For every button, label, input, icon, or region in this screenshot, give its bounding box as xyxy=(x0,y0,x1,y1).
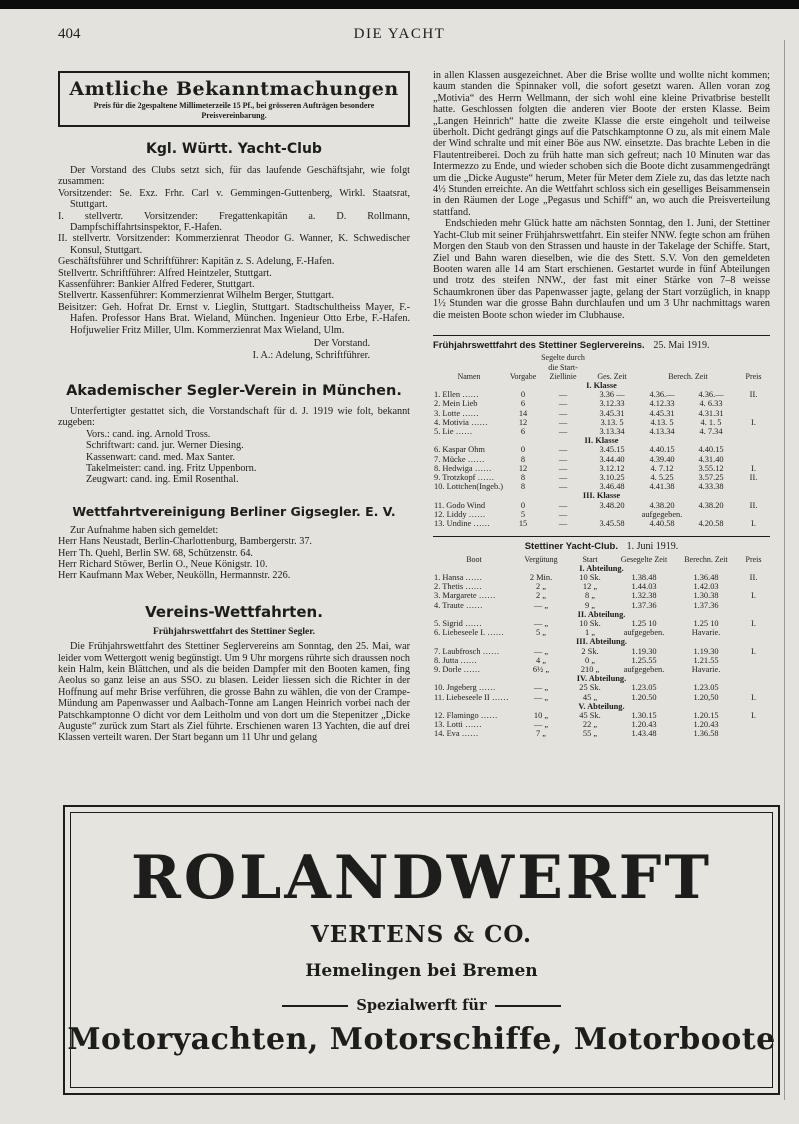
gig-intro: Zur Aufnahme haben sich gemeldet: xyxy=(70,524,219,536)
kwyc-member: Geschäftsführer und Schriftführer: Kapitän z. S. Adelung, F.-Hafen. xyxy=(58,256,335,268)
table-cell: 10 Sk. xyxy=(579,619,601,629)
kwyc-member: Kassenführer: Bankier Alfred Federer, Stuttgart. xyxy=(58,279,255,291)
table-cell xyxy=(737,720,770,729)
table-rule xyxy=(433,335,770,336)
table-row xyxy=(433,665,770,674)
table-cell: 9. Dorle …… xyxy=(434,665,481,675)
table-cell: 8. Jutta …… xyxy=(434,655,478,665)
table-cell: 1.25 10 xyxy=(631,619,657,629)
table-cell: 4 „ xyxy=(536,655,546,665)
table-group-row xyxy=(433,637,770,646)
table-cell: 4.36.— xyxy=(698,390,724,400)
table-cell: I. xyxy=(751,646,756,656)
table-cell: II. xyxy=(749,472,758,482)
table-cell: 1.25 10 xyxy=(693,619,719,629)
table-cell: 10 „ xyxy=(533,711,549,721)
table-cell: 9 „ xyxy=(585,600,595,610)
table-cell: 1.32.38 xyxy=(631,591,657,601)
kwyc-intro: Der Vorstand des Clubs setzt sich, für das laufende Geschäftsjahr, wie folgt zusammen: xyxy=(58,165,410,188)
table-cell: 6 xyxy=(520,399,526,409)
table-cell xyxy=(737,482,770,491)
table-cell: 10 Sk. xyxy=(579,573,601,583)
table-cell: 3.12.12 xyxy=(599,463,625,473)
group-label: III. Abteilung. xyxy=(576,637,627,647)
gig-line: Herr Kaufmann Max Weber, Neukölln, Hermannstr. 226. xyxy=(58,570,291,582)
table-row xyxy=(433,519,770,528)
kwyc-member: Stellvertr. Schriftführer: Alfred Heintzeler, Stuttgart. xyxy=(58,267,272,279)
table-group-row xyxy=(433,491,770,500)
table-cell: I. xyxy=(751,619,756,629)
gig-line: Herr Hans Neustadt, Berlin-Charlottenburg, Bambergerstr. 37. xyxy=(58,536,312,548)
table-cell xyxy=(737,665,770,674)
table-cell: 45 „ xyxy=(582,692,598,702)
table-group-row xyxy=(433,436,770,445)
table-cell: — „ xyxy=(533,692,549,702)
table-row xyxy=(433,693,770,702)
table-cell: 8 xyxy=(520,482,526,492)
table-row xyxy=(433,418,770,427)
table-cell: 4.13. 5 xyxy=(650,417,674,427)
table-cell: 1.20.43 xyxy=(631,720,657,730)
table-cell: 13. Undine …… xyxy=(434,519,491,528)
table-group-row xyxy=(433,564,770,573)
table-cell: 25 Sk. xyxy=(579,683,601,693)
table-cell: 12. Flamingo …… xyxy=(434,711,498,721)
table-cell: 210 „ xyxy=(580,665,600,675)
table-cell xyxy=(585,510,639,519)
table-cell: 10. Jngeberg …… xyxy=(434,683,496,693)
table-cell: 3.12.33 xyxy=(599,399,625,409)
rolandwerft-advertisement xyxy=(63,805,780,1095)
notice-subtitle: Preis für die 2gespaltene Millimeterzeile 15 Pf., bei grösseren Aufträgen besondere Preisvereinbarung. xyxy=(93,101,375,120)
table-cell: 2 „ xyxy=(536,582,546,592)
table-cell: Havarie. xyxy=(691,628,721,638)
table-cell xyxy=(737,729,770,738)
results-table-1 xyxy=(433,353,770,528)
table-cell: 4.20.58 xyxy=(698,519,724,528)
table-cell: 12 xyxy=(518,463,528,473)
table-cell: 14. Eva …… xyxy=(434,729,479,739)
table-cell: 3.36 — xyxy=(599,390,625,400)
akad-line: Kassenwart: cand. med. Max Santer. xyxy=(86,451,236,463)
table-cell: 4.41.38 xyxy=(649,482,675,492)
table-row xyxy=(433,619,770,628)
notice-box xyxy=(58,71,410,127)
table-cell: aufgegeben. xyxy=(623,665,665,675)
table-cell: 8 xyxy=(520,454,526,464)
table-cell: 4.38.20 xyxy=(698,500,724,510)
table-cell xyxy=(737,582,770,591)
table-cell: 11. Liebeseele II …… xyxy=(434,692,509,702)
table-cell: — „ xyxy=(533,619,549,629)
kwyc-title: Kgl. Württ. Yacht-Club xyxy=(146,141,322,157)
table-cell: 1.30.38 xyxy=(693,591,719,601)
table-row xyxy=(433,729,770,738)
table-cell: 1.36.48 xyxy=(693,573,719,583)
page-edge xyxy=(784,40,797,1100)
table-row xyxy=(433,464,770,473)
table-cell: 4.45.31 xyxy=(649,408,675,418)
vereins-text-continued: in allen Klassen ausgezeichnet. Aber die Brise wollte und wollte nicht kommen; kaum standen die Spinnaker voll, die sofort gesetzt waren. Allen voran zog „Motivia“ des Herrn Wellmann, der sich wohl eine kleine Privatbrise bestellt hatte. Geschlossen folgten die anderen vier Boote der ersten Klasse. Beim „Langen Heinrich“ hatte die zweite Klasse die erste eingeholt und teilweise überholt. Dicht gedrängt gings auf die Patschkamptonne O zu, als mit einem Male der Wind schralte und mit einer Böe aus NW. einsetzte. Das brachte Leben in die Flautentreiberei. Doch zu früh hatte man sich gefreut; nach 10 Minuten war das Intermezzo zu Ende, und wieder schoben sich die Boote dicht zusammengedrängt um die „Dicke Auguste“ herum, Meter für Meter dem Ziele zu, das das letzte nach 4½ Stunden erreichte. An die Wettfahrt schloss sich ein geselliges Beisammensein in den Räumen der Loge „Pegasus und Schiff“ an, wo auch die Preisverteilung stattfand. xyxy=(433,70,770,218)
table-row xyxy=(433,656,770,665)
table-row xyxy=(433,591,770,600)
kwyc-member: II. stellvertr. Vorsitzender: Kommerzienrat Theodor G. Wanner, K. Schwedischer Konsul, Stuttgart. xyxy=(58,233,410,256)
table-rule xyxy=(433,536,770,537)
table-cell: I. xyxy=(751,417,756,427)
page-number: 404 xyxy=(58,26,81,42)
kwyc-member: Beisitzer: Geh. Hofrat Dr. Ernst v. Lieglin, Stuttgart. Stadtschultheiss Mayer, F.-Hafen. Professor Hans Brat. Wieland, München. Ingenieur Otto Erbe, F.-Hafen. Hofjuwelier Fritz Miller, Ulm. Kommerzienrat Max Wieland, Ulm. xyxy=(58,301,410,336)
table-cell: 2 Min. xyxy=(529,573,553,583)
table2-title: Stettiner Yacht-Club. xyxy=(524,541,618,553)
table-cell: 3.44.40 xyxy=(599,454,625,464)
table-cell: — xyxy=(558,426,568,436)
vereins-subtitle: Frühjahrswettfahrt des Stettiner Segler. xyxy=(152,626,315,637)
table-cell xyxy=(737,683,770,692)
table-cell: 4.38.20 xyxy=(649,500,675,510)
table-cell: — xyxy=(558,463,568,473)
table-cell: 10. Lottchen(Ingeb.) xyxy=(434,482,504,492)
table-row xyxy=(433,455,770,464)
table-cell: 4. Traute …… xyxy=(434,600,483,610)
table-cell: aufgegeben. xyxy=(641,509,683,519)
results-table-2 xyxy=(433,555,770,739)
table-cell: 4. Motivia …… xyxy=(434,417,488,427)
gig-line: Herr Th. Quehl, Berlin SW. 68, Schützenstr. 64. xyxy=(58,547,253,559)
group-label: II. Klasse xyxy=(584,436,619,446)
table-cell: — „ xyxy=(533,683,549,693)
table-row xyxy=(433,482,770,491)
table-cell: 11. Godo Wind xyxy=(434,500,486,510)
table-cell: 3.46.48 xyxy=(599,482,625,492)
table-cell: 55 „ xyxy=(582,729,598,739)
ad-tagline: Spezialwerft für xyxy=(356,997,487,1014)
table-cell: 4.12.33 xyxy=(649,399,675,409)
table-cell: 3.55.12 xyxy=(698,463,724,473)
table-cell: 3.45.15 xyxy=(599,445,625,455)
column-header: Preis xyxy=(745,371,762,381)
table-cell: — xyxy=(558,417,568,427)
table-cell: 1.20.43 xyxy=(693,720,719,730)
table-cell: II. xyxy=(749,500,758,510)
table-cell: 12 „ xyxy=(582,582,598,592)
notice-title: Amtliche Bekanntmachungen xyxy=(69,78,399,100)
group-label: I. Klasse xyxy=(586,380,617,390)
table-cell: 4.31.40 xyxy=(698,454,724,464)
top-border xyxy=(0,0,799,9)
table-cell: 4. 7.12 xyxy=(650,463,674,473)
ad-company-name: ROLANDWERFT xyxy=(131,843,712,913)
table-row xyxy=(433,409,770,418)
group-label: III. Klasse xyxy=(582,491,621,501)
table-cell: II. xyxy=(749,390,758,400)
gig-title: Wettfahrtvereinigung Berliner Gigsegler. E. V. xyxy=(72,503,396,519)
group-label: V. Abteilung. xyxy=(578,701,625,711)
group-label: I. Abteilung. xyxy=(579,563,624,573)
table-cell: I. xyxy=(751,711,756,721)
column-header: Preis xyxy=(745,554,762,564)
table-cell: 7. Mücke …… xyxy=(434,454,485,464)
vereins-text-2: Endschieden mehr Glück hatte am nächsten Sonntag, den 1. Juni, der Stettiner Yacht-Club mit seiner Frühjahrswettfahrt. Ein steifer NNW. fegte schon am frühen Morgen den Staub von den Strassen und hauste in der Takelage der Schiffe. Start, Ziel und Bahn waren dieselben, wie die des Stett. S.V. Von den gemeldeten Booten waren alle 14 am Start erschienen. Gestartet wurde in fünf Abteilungen und trotz des steifen NNW., der fast mit einer Stärke von 7–8 weisse Schaumkronen über das Papenwasser jagte, gelang der Start vorzüglich, in knapp 1½ Stunden war die grosse Bahn durchlaufen und um 3 Uhr nachmittags waren die meisten Boote schon wieder im Clubhause. xyxy=(433,218,770,321)
table-cell: 6. Liebeseele I. …… xyxy=(434,628,504,638)
column-header: Berechn. Zeit xyxy=(684,554,728,564)
table1-title: Frühjahrswettfahrt des Stettiner Seglervereins. xyxy=(433,339,645,351)
table-cell: — xyxy=(558,390,568,400)
table-cell: — „ xyxy=(533,600,549,610)
table-cell: — „ xyxy=(533,720,549,730)
table-cell: II. xyxy=(749,573,758,583)
table-cell: 5 xyxy=(520,509,526,519)
table-cell: — xyxy=(558,454,568,464)
table-cell: 4. 7.34 xyxy=(699,426,723,436)
table-cell xyxy=(737,455,770,464)
table-row xyxy=(433,399,770,408)
table-cell xyxy=(737,399,770,408)
table-cell: 3. Margarete …… xyxy=(434,591,496,601)
table-cell: 4.40.58 xyxy=(649,519,675,528)
table-cell: — xyxy=(558,509,568,519)
table-cell: 6 xyxy=(520,426,526,436)
column-header: Vorgabe xyxy=(509,371,537,381)
table-cell: 4.40.15 xyxy=(698,445,724,455)
table-group-row xyxy=(433,610,770,619)
table2-heading xyxy=(433,541,770,552)
table-cell xyxy=(737,409,770,418)
table-cell: I. xyxy=(751,463,756,473)
column-header: Berech. Zeit xyxy=(668,371,708,381)
column-header: Boot xyxy=(466,554,482,564)
akad-line: Zeugwart: cand. ing. Emil Rosenthal. xyxy=(86,474,239,486)
table-cell: 3.13.34 xyxy=(599,426,625,436)
left-column xyxy=(58,70,410,744)
table-cell: 4. 6.33 xyxy=(699,399,723,409)
table-cell: 5. Lie …… xyxy=(434,426,473,436)
table-cell: 3.57.25 xyxy=(698,472,724,482)
ad-products: Motoryachten, Motorschiffe, Motorboote xyxy=(67,1022,776,1057)
table-cell xyxy=(737,427,770,436)
table-cell: 1.38.48 xyxy=(631,573,657,583)
table-cell xyxy=(737,656,770,665)
table-cell: 7. Laubfrosch …… xyxy=(434,646,500,656)
table-cell: — xyxy=(558,408,568,418)
table-cell: 3. Lotte …… xyxy=(434,408,479,418)
kwyc-member: I. stellvertr. Vorsitzender: Fregattenkapitän a. D. Rollmann, Dampfschiffahrtsinspektor, F.-Hafen. xyxy=(58,210,410,234)
column-header: Namen xyxy=(457,371,481,381)
table-cell: 1.23.05 xyxy=(631,683,657,693)
running-title: DIE YACHT xyxy=(353,26,446,42)
table-cell: 2 „ xyxy=(536,591,546,601)
vereins-text: Die Frühjahrswettfahrt des Stettiner Seglervereins am Sonntag, den 25. Mai, war leider vom Wettergott wenig begünstigt. Um 9 Uhr morgens rührte sich draussen noch kein Halm, kein Blättchen, und als die beiden Dampfer mit den Booten kamen, fing Aeolus so ganz leise an aus SSO. zu blasen. Leider liessen sich die Richter in der Hoffnung auf mehr Brise verführen, die grosse Bahn zu wählen, die von der Crampe-Mündung am Papenwasser und Aalbach-Tonne am Langen Heinrich vorbei nach der Patschkamptonne O dicht vor dem Leitholm und von dort um die Stepenitzer „Dicke Auguste“ zurück zum Start als Ziel führte. Erschienen waren 13 Yachten, die auf drei Klassen verteilt waren. Der Start begann um 11 Uhr und gelang xyxy=(58,641,410,744)
table-cell: — xyxy=(558,519,568,528)
table-cell: 1.30.15 xyxy=(631,711,657,721)
table-cell: 1.42.03 xyxy=(693,582,719,592)
table-row xyxy=(433,510,770,519)
table-row xyxy=(433,390,770,399)
ad-inner-frame xyxy=(70,812,773,1088)
table-cell: 15 xyxy=(518,519,528,528)
table-cell: 1.43.48 xyxy=(631,729,657,739)
table-cell: 0 xyxy=(520,500,526,510)
table-cell: 4.31.31 xyxy=(698,408,724,418)
table-cell: 3.45.58 xyxy=(599,519,625,528)
akad-title: Akademischer Segler-Verein in München. xyxy=(66,382,402,399)
table-cell xyxy=(685,510,737,519)
vereins-title: Vereins-Wettfahrten. xyxy=(145,602,323,621)
table-cell: 4. 5.25 xyxy=(650,472,674,482)
table-cell: 2. Mein Lieb xyxy=(434,399,478,409)
table-cell: 1.36.58 xyxy=(693,729,719,739)
kwyc-member: Vorsitzender: Se. Exz. Frhr. Carl v. Gemmingen-Guttenberg, Wirkl. Staatsrat, Stuttgart. xyxy=(58,187,410,211)
table-cell: 0 xyxy=(520,390,526,400)
table-cell: — xyxy=(558,482,568,492)
table-cell: 12 xyxy=(518,417,528,427)
ad-location: Hemelingen bei Bremen xyxy=(305,961,538,981)
table-cell: 9. Trotzkopf …… xyxy=(434,472,495,482)
table-row xyxy=(433,573,770,582)
right-column xyxy=(433,70,770,739)
table-cell xyxy=(737,628,770,637)
akad-line: Takelmeister: cand. ing. Fritz Uppenborn. xyxy=(86,462,257,474)
table-cell: 8 „ xyxy=(585,591,595,601)
table-cell: — xyxy=(558,399,568,409)
table-cell: 1. Ellen …… xyxy=(434,390,479,400)
table-row xyxy=(433,628,770,637)
table-cell: 6½ „ xyxy=(532,665,550,675)
table-group-row xyxy=(433,702,770,711)
table-cell: 5. Sigrid …… xyxy=(434,619,482,629)
table-row xyxy=(433,683,770,692)
table-cell: — xyxy=(558,500,568,510)
table-row xyxy=(433,445,770,454)
table-row xyxy=(433,473,770,482)
table-cell: 1.20,50 xyxy=(693,692,719,702)
table-cell: 4.13.34 xyxy=(649,426,675,436)
column-header: Ges. Zeit xyxy=(597,371,627,381)
table-row xyxy=(433,711,770,720)
table-cell xyxy=(737,510,770,519)
table-cell: I. xyxy=(751,519,756,528)
table-cell: 0 „ xyxy=(585,655,595,665)
table-cell: 1.44.03 xyxy=(631,582,657,592)
table-cell: 1.21.55 xyxy=(693,655,719,665)
table-cell: 1.20.15 xyxy=(693,711,719,721)
table-cell: I. xyxy=(751,692,756,702)
table-cell: 1.37.36 xyxy=(693,600,719,610)
table-cell: 1.25.55 xyxy=(631,655,657,665)
ad-company-owner: VERTENS & CO. xyxy=(310,921,533,948)
table-cell: Havarie. xyxy=(691,665,721,675)
table-cell: 4.36.— xyxy=(649,390,675,400)
table-cell xyxy=(737,445,770,454)
group-label: IV. Abteilung. xyxy=(576,674,627,684)
table-row xyxy=(433,720,770,729)
table-cell: 1.19.30 xyxy=(693,646,719,656)
kwyc-signature: Der Vorstand. xyxy=(313,338,370,350)
table-cell: 4.33.38 xyxy=(698,482,724,492)
table2-date: 1. Juni 1919. xyxy=(626,541,679,553)
table-cell: 2. Thetis …… xyxy=(434,582,483,592)
kwyc-member: Stellvertr. Kassenführer: Kommerzienrat Wilhelm Berger, Stuttgart. xyxy=(58,290,335,302)
table-cell: 2 Sk. xyxy=(581,646,599,656)
table-cell: 1.23.05 xyxy=(693,683,719,693)
table-cell: 5 „ xyxy=(536,628,546,638)
table-cell: 22 „ xyxy=(582,720,598,730)
table-cell: 1.37.36 xyxy=(631,600,657,610)
akad-line: Schriftwart: cand. jur. Werner Diesing. xyxy=(86,440,244,452)
table-cell: 4. 1. 5 xyxy=(700,417,722,427)
table-cell: — xyxy=(558,445,568,455)
table-group-row xyxy=(433,674,770,683)
table-cell: 1.19.30 xyxy=(631,646,657,656)
table-cell: — „ xyxy=(533,646,549,656)
group-label: II. Abteilung. xyxy=(577,609,626,619)
table-cell: 0 xyxy=(520,445,526,455)
table-row xyxy=(433,582,770,591)
akad-intro: Unterfertigter gestattet sich, die Vorstandschaft für d. J. 1919 wie folt, bekannt zugeben: xyxy=(58,405,410,429)
kwyc-signature-name: I. A.: Adelung, Schriftführer. xyxy=(252,349,370,361)
akad-line: Vors.: cand. ing. Arnold Tross. xyxy=(86,428,211,440)
column-header: Gesegelte Zeit xyxy=(620,554,668,564)
table-cell: 3.10.25 xyxy=(599,472,625,482)
table-row xyxy=(433,601,770,610)
table-cell: 13. Lotti …… xyxy=(434,720,482,730)
table-cell: 3.13. 5 xyxy=(600,417,624,427)
table-cell: 12. Liddy …… xyxy=(434,509,486,519)
table-cell: aufgegeben. xyxy=(623,628,665,638)
table-cell: 14 xyxy=(518,408,528,418)
table-cell: 8 xyxy=(520,472,526,482)
table-cell xyxy=(737,601,770,610)
table-cell: 4.39.40 xyxy=(649,454,675,464)
table-cell: 7 „ xyxy=(536,729,546,739)
table-cell: 8. Hedwiga …… xyxy=(434,463,492,473)
table-cell: — xyxy=(558,472,568,482)
table-cell: 1 „ xyxy=(585,628,595,638)
table1-date: 25. Mai 1919. xyxy=(653,339,710,351)
column-header: Start xyxy=(582,554,598,564)
table-cell: 3.48.20 xyxy=(599,500,625,510)
table1-heading xyxy=(433,340,770,351)
table-cell: I. xyxy=(751,591,756,601)
gig-line: Herr Richard Stöwer, Berlin O., Neue Königstr. 10. xyxy=(58,558,268,570)
column-header: Vergütung xyxy=(524,554,558,564)
table-cell: 4.40.15 xyxy=(649,445,675,455)
table-cell: 3.45.31 xyxy=(599,408,625,418)
table-row xyxy=(433,501,770,510)
table-cell: 1.20.50 xyxy=(631,692,657,702)
table-row xyxy=(433,427,770,436)
table-group-row xyxy=(433,381,770,390)
column-header: Segelte durch die Start- Ziellinie xyxy=(541,353,585,381)
table-row xyxy=(433,647,770,656)
table-cell: 1. Hansa …… xyxy=(434,573,483,583)
table-cell: 45 Sk. xyxy=(579,711,601,721)
table-cell: 6. Kaspar Ohm xyxy=(434,445,485,455)
